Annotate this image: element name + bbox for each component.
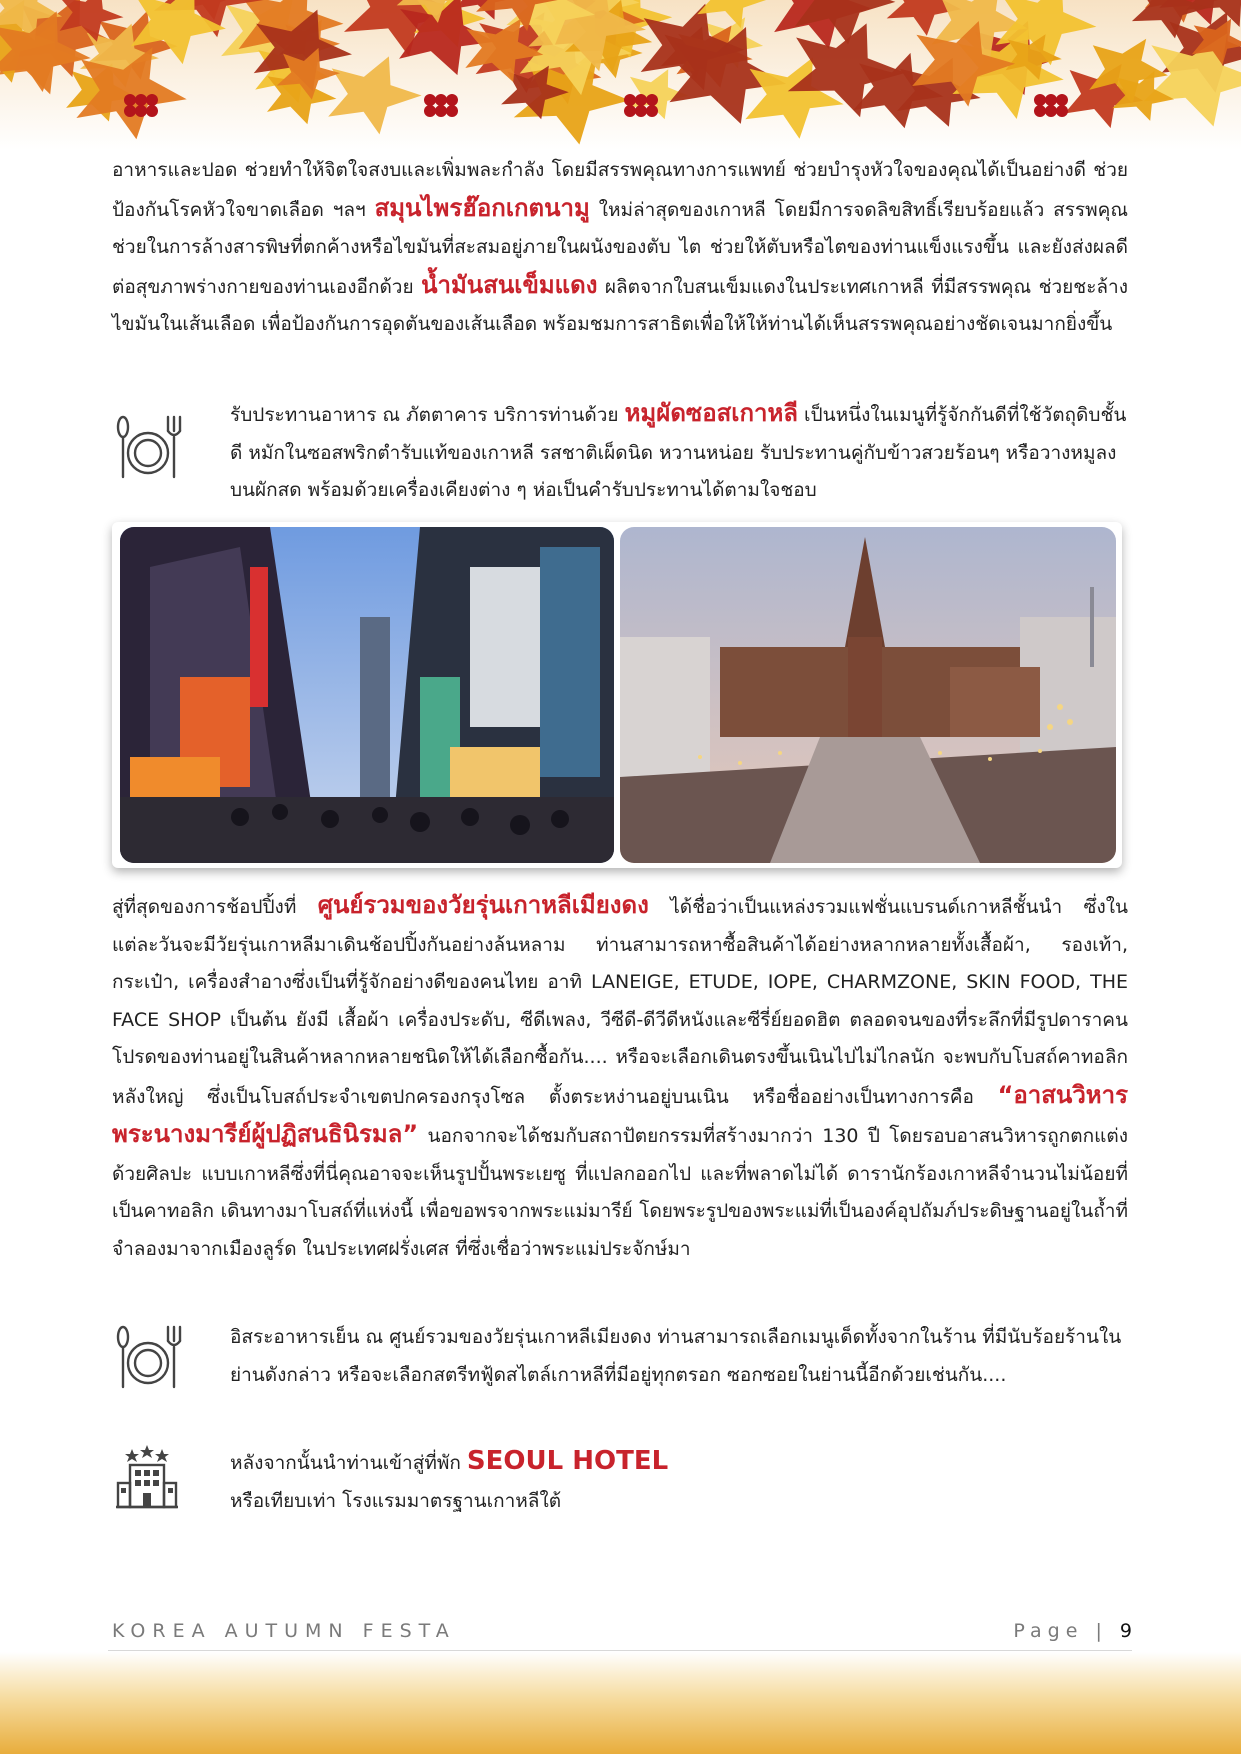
berry [635, 94, 647, 106]
myeongdong-highlight: ศูนย์รวมของวัยรุ่นเกาหลีเมียงดง [317, 891, 649, 919]
myeongdong-street-photo [120, 527, 614, 863]
hotel-block [112, 1443, 1128, 1520]
berry [124, 105, 136, 117]
bottom-gradient-band [0, 1652, 1241, 1754]
berry [635, 105, 647, 117]
dinner-text: อิสระอาหารเย็น ณ ศูนย์รวมของวัยรุ่นเกาหลีเมียงดง ท่านสามารถเลือกเมนูเด็ดทั้งจากในร้าน ที่มีนับร้อยร้านในย่านดังกล่าว หรือจะเลือกสตรีทฟู้ดสไตล์เกาหลีที่มีอยู่ทุกตรอก ซอกซอยในย่านนี้อีกด้วยเช่นกัน.... [230, 1326, 1122, 1386]
intro-text-3: ผลิตจากใบสนเข็มแดงในประเทศเกาหลี ที่มีสรรพคุณ ช่วยชะล้างไขมันในเส้นเลือด เพื่อป้องกันการอุดตันของเส้นเลือด พร้อมชมการสาธิตเพื่อให้ให้ท่านได้เห็นสรรพคุณอย่างชัดเจนมากยิ่งขึ้น [112, 275, 1128, 335]
hotel-text [230, 1443, 1128, 1520]
page-indicator [1013, 1620, 1132, 1642]
cutlery-plate-icon [112, 413, 182, 483]
berry [646, 94, 658, 106]
lunch-text-2: เป็นหนึ่งในเมนูที่รู้จักกันดีที่ใช้วัตถุดิบชั้นดี หมักในซอสพริกตำรับแท้ของเกาหลี รสชาติเผ็ดนิด หวานหน่อย รับประทานคู่กับข้าวสวยร้อนๆ หรือวางหมูลงบนผักสด พร้อมด้วยเครื่องเคียงต่าง ๆ ห่อเป็นคำรับประทานได้ตามใจชอบ [230, 404, 1127, 501]
berry [424, 94, 436, 106]
page-label: Page | [1013, 1620, 1108, 1642]
berry [1034, 94, 1046, 106]
berry [135, 94, 147, 106]
berry [124, 94, 136, 106]
myeongdong-paragraph [112, 887, 1128, 1268]
herb-highlight: สมุนไพรฮ๊อกเกตนามู [374, 193, 590, 222]
berry [1034, 105, 1046, 117]
berry [624, 105, 636, 117]
berry [146, 94, 158, 106]
lunch-block [112, 395, 1128, 510]
berry [1045, 94, 1057, 106]
myeongdong-text-3: นอกจากจะได้ชมกับสถาปัตยกรรมที่สร้างมากว่า 130 ปี โดยรอบอาสนวิหารถูกตกแต่งด้วยศิลปะ แบบเกาหลีซึ่งที่นี่คุณอาจจะเห็นรูปปั้นพระเยซู ที่แปลกออกไป และที่พลาดไม่ได้ ดารานักร้องเกาหลีจำนวนไม่น้อยที่เป็นคาทอลิก เดินทางมาโบสถ์ที่แห่งนี้ เพื่อขอพรจากพระแม่มารีย์ โดยพระรูปของพระแม่ที่เป็นองค์อุปถัมภ์ประดิษฐานอยู่ในถ้ำที่จำลองมาจากเมืองลูร์ด ในประเทศฝรั่งเศส ที่ซึ่งเชื่อว่าพระแม่ประจักษ์มา [112, 1125, 1128, 1260]
autumn-leaves-banner [0, 0, 1241, 150]
cathedral-highlight: “อาสนวิหารพระนางมารีย์ผู้ปฏิสนธินิรมล” [112, 1080, 1128, 1148]
berry [1045, 105, 1057, 117]
hotel-name-highlight: SEOUL HOTEL [466, 1446, 669, 1476]
cutlery-plate-icon [112, 1323, 182, 1393]
photo-collage [112, 522, 1122, 868]
intro-text-1: อาหารและปอด ช่วยทำให้จิตใจสงบและเพิ่มพละกำลัง โดยมีสรรพคุณทางการแพทย์ ช่วยบำรุงหัวใจของคุณได้เป็นอย่างดี ช่วยป้องกันโรคหัวใจขาดเลือด ฯลฯ [112, 159, 1128, 221]
berry [146, 105, 158, 117]
page-number: 9 [1119, 1620, 1132, 1642]
dinner-block [112, 1319, 1128, 1394]
berry [446, 105, 458, 117]
berry [1056, 94, 1068, 106]
lunch-text [230, 395, 1128, 510]
footer-brand: KOREA AUTUMN FESTA [112, 1620, 456, 1642]
pork-dish-highlight: หมูผัดซอสเกาหลี [624, 399, 798, 427]
lunch-text-1: รับประทานอาหาร ณ ภัตตาคาร บริการท่านด้วย [230, 404, 625, 426]
myeongdong-text-1: สู่ที่สุดของการช้อปปิ้งที่ [112, 896, 318, 918]
berry [624, 94, 636, 106]
hotel-building-icon [112, 1443, 182, 1513]
berry [424, 105, 436, 117]
hotel-text-2: หรือเทียบเท่า โรงแรมมาตรฐานเกาหลีใต้ [230, 1489, 562, 1512]
berry [446, 94, 458, 106]
berry [646, 105, 658, 117]
intro-text-2: ใหม่ล่าสุดของเกาหลี โดยมีการจดลิขสิทธิ์เรียบร้อยแล้ว สรรพคุณช่วยในการล้างสารพิษที่ตกค้างหรือไขมันที่สะสมอยู่ภายในผนังของตับ ไต ช่วยให้ตับหรือไตของท่านแข็งแรงขึ้น และยังส่งผลดีต่อสุขภาพร่างกายของท่านเองอีกด้วย [112, 198, 1128, 298]
myeongdong-cathedral-photo [620, 527, 1116, 863]
hotel-text-1: หลังจากนั้นนำท่านเข้าสู่ที่พัก [230, 1452, 467, 1474]
berry [135, 105, 147, 117]
berry [435, 105, 447, 117]
intro-paragraph [112, 152, 1128, 344]
pine-oil-highlight: น้ำมันสนเข็มแดง [421, 270, 598, 299]
berry [1056, 105, 1068, 117]
myeongdong-text-2: ได้ชื่อว่าเป็นแหล่งรวมแฟชั่นแบรนด์เกาหลีชั้นนำ ซึ่งในแต่ละวันจะมีวัยรุ่นเกาหลีมาเดินช้อปปิ้งกันอย่างล้นหลาม ท่านสามารถหาซื้อสินค้าได้อย่างหลากหลายทั้งเสื้อผ้า, รองเท้า, กระเป๋า, เครื่องสำอางซึ่งเป็นที่รู้จักอย่างดีของคนไทย อาทิ LANEIGE, ETUDE, IOPE, CHARMZONE, SKIN FOOD, THE FACE SHOP เป็นต้น ยังมี เสื้อผ้า เครื่องประดับ, ซีดีเพลง, วีซีดี-ดีวีดีหนังและซีรี่ย์ยอดฮิต ตลอดจนของที่ระลึกที่มีรูปดาราคนโปรดของท่านอยู่ในสินค้าหลากหลายชนิดให้ได้เลือกซื้อกัน.... หรือจะเลือกเดินตรงขึ้นเนินไปไม่ไกลนัก จะพบกับโบสถ์คาทอลิกหลังใหญ่ ซึ่งเป็นโบสถ์ประจำเขตปกครองกรุงโซล ตั้งตระหง่านอยู่บนเนิน หรือชื่ออย่างเป็นทางการคือ [112, 896, 1128, 1108]
berry [435, 94, 447, 106]
footer-divider [108, 1650, 1132, 1651]
page-footer [112, 1620, 1132, 1642]
